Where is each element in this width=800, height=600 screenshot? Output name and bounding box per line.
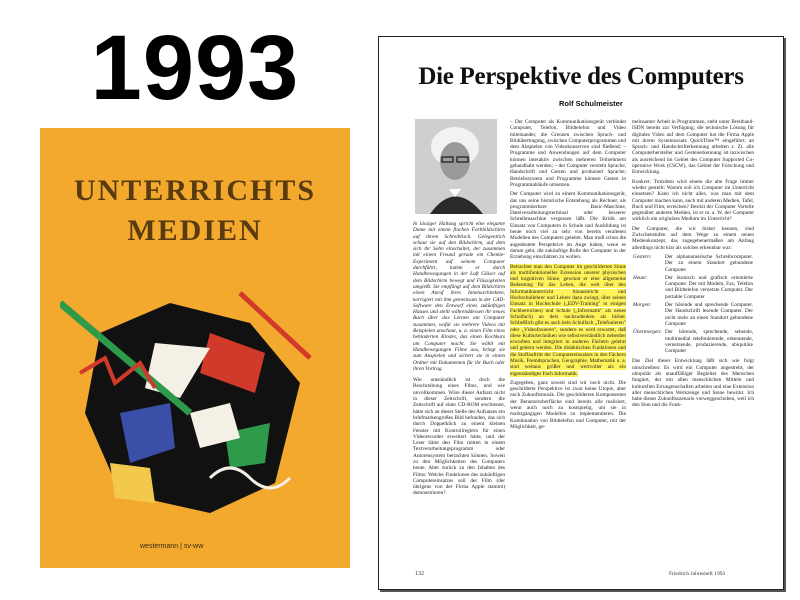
author-photo xyxy=(415,119,497,214)
body-paragraph: Wie umständlich ist doch die Beschreibung eines Films, und wie unvollkommen. Wäre dieser Aufsatz nicht in dieser Zeitschrift, sondern die Zeitschrift auf einer CD-ROM erschienen, hätte sich an dieser Stelle des Aufsatzes ein briefmarkengroßes Bild befunden, das sich durch Doppelklick zu einem kleinen Fenster mit Kontrollreglern für einen Videorecorder erweitert hätte, und der Leser hätte den Film mitten in einem Textverarbeitungsprogramm oder Autorensystem betrachten können. Soweit zu den Möglichkeiten des Computers heute. Aber zurück zu den Inhalten des Films: Welche Funktionen des zukünftigen Computereinsatzes soll der Film (der übrigens von der Firma Apple stammt) demonstrieren? xyxy=(413,377,505,497)
page-number: 132 xyxy=(415,571,424,577)
cover-artwork xyxy=(60,263,320,523)
body-paragraph: Zugegeben, ganz soweit sind wir noch nicht. Die geschilderte Perspektive ist zwar keine Utopie, aber noch Zukunftsmusik. Die geschilderten Komponenten der Benutzeroberfläche sind bereits alle realisiert, wenn auch noch zu kostspielig, um sie in marktgängigen Modellen zu implementieren. Die Kombination von Bildtelefon und Computer, mit der Möglichkeit, ge- xyxy=(510,379,626,430)
portrait-image xyxy=(415,119,497,214)
intro-paragraph: In lässiger Haltung spricht eine elegante Dame mit einem flachen Farbbildschirm auf ihrem Schreibtisch. Gelegentlich schaut sie auf den Bildschirm, auf dem sich ihr Sohn einschaltet, der zusammen mit einem Freund gerade ein Chemie-Experiment auf seinem Computer durchführt, indem er durch Handbewegungen in der Luft Gläser auf dem Bildschirm bewegt und Flüssigkeiten umgießt. Sie empfängt auf dem Bildschirm einen Anruf ihres Innenarchitekten, korrigiert mit ihm gemeinsam in der CAD-Software den Entwurf eines zukünftigen Hauses und stellt währenddessen ihr neues Buch über das Lernen am Computer zusammen, wofür sie mehrere Videos mit Beispielen anschaut, u. a. einen Film eines behinderten Kindes, das einen Kochkurs am Computer macht. Sie wählt mit Handbewegungen Filme aus, bringt sie zum Anspielen und sichert sie in einem Ordner mit Dokumenten für ihr Buch oder ihren Vortrag. xyxy=(413,221,505,372)
list-item: Gestern: Der alphanumerische Schreibcomputer. Der zu einem Standort gebundene Computer xyxy=(633,253,753,273)
art-yellow-shard xyxy=(110,463,155,503)
highlighted-paragraph: Betrachtet man den Computer im geschilderten Sinne als multifunktionelles Extension unserer physischen und kognitiven Sinne, gewinnt er eine allgemeine Bedeutung für das Leben, die weit über den Informatikunterricht hinausreicht und Hochschullehrer und Lehrer dazu zwingt, über seinen Einsatz in Hochschule („EDV-Training" in einigen Fachbereichen) und Schule („Informatik" als neues Schulfach) an ders nachzudenken als bisher. Schließlich gibt es auch kein Schulfach „Telefonieren" oder „Videofaxieren", sondern es wird erwartet, daß diese Kulturtechniken wie selbstverständlich nebenbei erworben und integriert in anderen Fächern gelehrt und gelernt werden. Die didaktischen Funktionen und die Stoffauftritt der Computereinsatzes in den Fächern Musik, Fremdsprachen, Geographie, Mathematik u. a. sind weitaus größer und wertvoller als ein eigenständiges Fach Informatik. xyxy=(510,263,626,377)
computer-timeline-list xyxy=(632,253,754,355)
list-item: Heute: Der ikonisch und grafisch orientierte Computer. Der mit Modem, Fax, Telefon und Bildtelefon vernetzte Computer. Der portable Computer xyxy=(633,274,753,300)
year-heading: 1993 xyxy=(90,17,300,119)
article-page xyxy=(378,36,784,590)
column-right xyxy=(632,119,754,409)
journal-credit: Friedrich Jahresheft 1993 xyxy=(669,571,726,577)
book-cover xyxy=(40,128,350,568)
article-author: Rolf Schulmeister xyxy=(559,99,623,108)
cover-title-line1: UNTERRICHTS xyxy=(73,174,317,207)
body-paragraph: Der Computer, die wir bisher kennen, sind Zwischenstufen auf dem Wege zu einem neuen Medienkonzept, das zugegebenermaßen am Anfang allerdings nicht klar als solches erkennbar war: xyxy=(632,225,754,251)
column-left xyxy=(413,221,505,497)
body-paragraph: Konkret: Trotzdem wird einem die alte Frage immer wieder gestellt: Warum soll ich Computer im Unterricht einsetzen? Kann ich nicht alles, was man mit dem Computer machen kann, auch mit anderen Medien, Tafel, Buch und Film, erreichen? Besitzt der Computer Vorteile gegenüber anderen Medien, ist er m. a. W. der Computer wirklich ein originäres Medium im Unterricht? xyxy=(632,178,754,223)
body-paragraph: meinsamer Arbeit in Programmen, steht unter Breitband-ISDN bereits zur Verfügung; die technische Lösung für digitales Video auf dem Computer hat die Firma Apple mit ihrem Systemzusatz QuickTime™ eingeführt; an Sprach- und Handschrifterkennung arbeiten z. Zt. alle Computerhersteller und Gestenerkennung ist inzwischen als ausreichend im Gebiet des Computer Supported Co-operative Work (CSCW), das Gebiet der Forschung und Entwicklung. xyxy=(632,119,754,176)
cover-publisher: westermann | sv-ww xyxy=(140,543,204,550)
body-paragraph: – Der Computer als Kommunikationsgerät verbindet Computer, Telefon, Bildtelefon und Video miteinander, die Grenzen zwischen Sprach- und Bildübertragung, zwischen Computerprogrammen und dem Abspielen von Videokonserven sind fließend; – Programme und Anwendungen auf dem Computer können interaktiv zwischen mehreren Teilnehmern gehandhabt werden; – der Computer versteht Sprache, Handschrift und Gesten und produziert Sprache; Betriebssystem und Programme können Gesten in Programmabläufe umsetzen. xyxy=(510,119,626,188)
article-headline: Die Perspektive des Computers xyxy=(418,63,744,90)
body-paragraph: Das Ziel dieser Entwicklung läßt sich wie folgt umschreiben: Es wird ein Computer angestrebt, der ubiquitär als unauffälliger Begleiter des Menschen fungiert, der mit allen menschlichen Mitteln und kulturellen Errungenschaften arbeiten und eine Extension aller menschlichen Werkzeuge und Sinne bewirkt. Ich habe dieses Zukunftsszenario vorweggeschoben, weil ich den Sinn und die Funk- xyxy=(632,358,754,409)
list-item: Morgen: Der hörende und sprechende Computer. Der Handschrift lesende Computer. Der nicht mehr an einen Standort gebundene Computer xyxy=(633,302,753,327)
cover-title-line2: MEDIEN xyxy=(127,214,263,247)
column-middle xyxy=(510,119,626,430)
list-item: Übermorgen: Der hörende, sprechende, sehende, multimedial telefonierende, erkennende, vernetzende, produzierende, ubiquitäre Computer xyxy=(633,329,753,355)
body-paragraph: Der Computer wird zu einem Kommunikationsgerät, das uns seine historische Entstehung als Rechner, als programmierbare Basic-Maschine, Dateiverarbeitungsterminal oder besserer Schreibmaschine vergessen läßt. Die Kritik am Einsatz von Computern in Schule und Ausbildung ist heute noch viel zu sehr von bereits veralteten Modellen des Computers geleitet. Man muß schon die angedeutete Perspektive im Auge haben, wenn es darum geht, die zukünftige Rolle der Computer in der Erziehung einschätzen zu wollen. xyxy=(510,191,626,261)
